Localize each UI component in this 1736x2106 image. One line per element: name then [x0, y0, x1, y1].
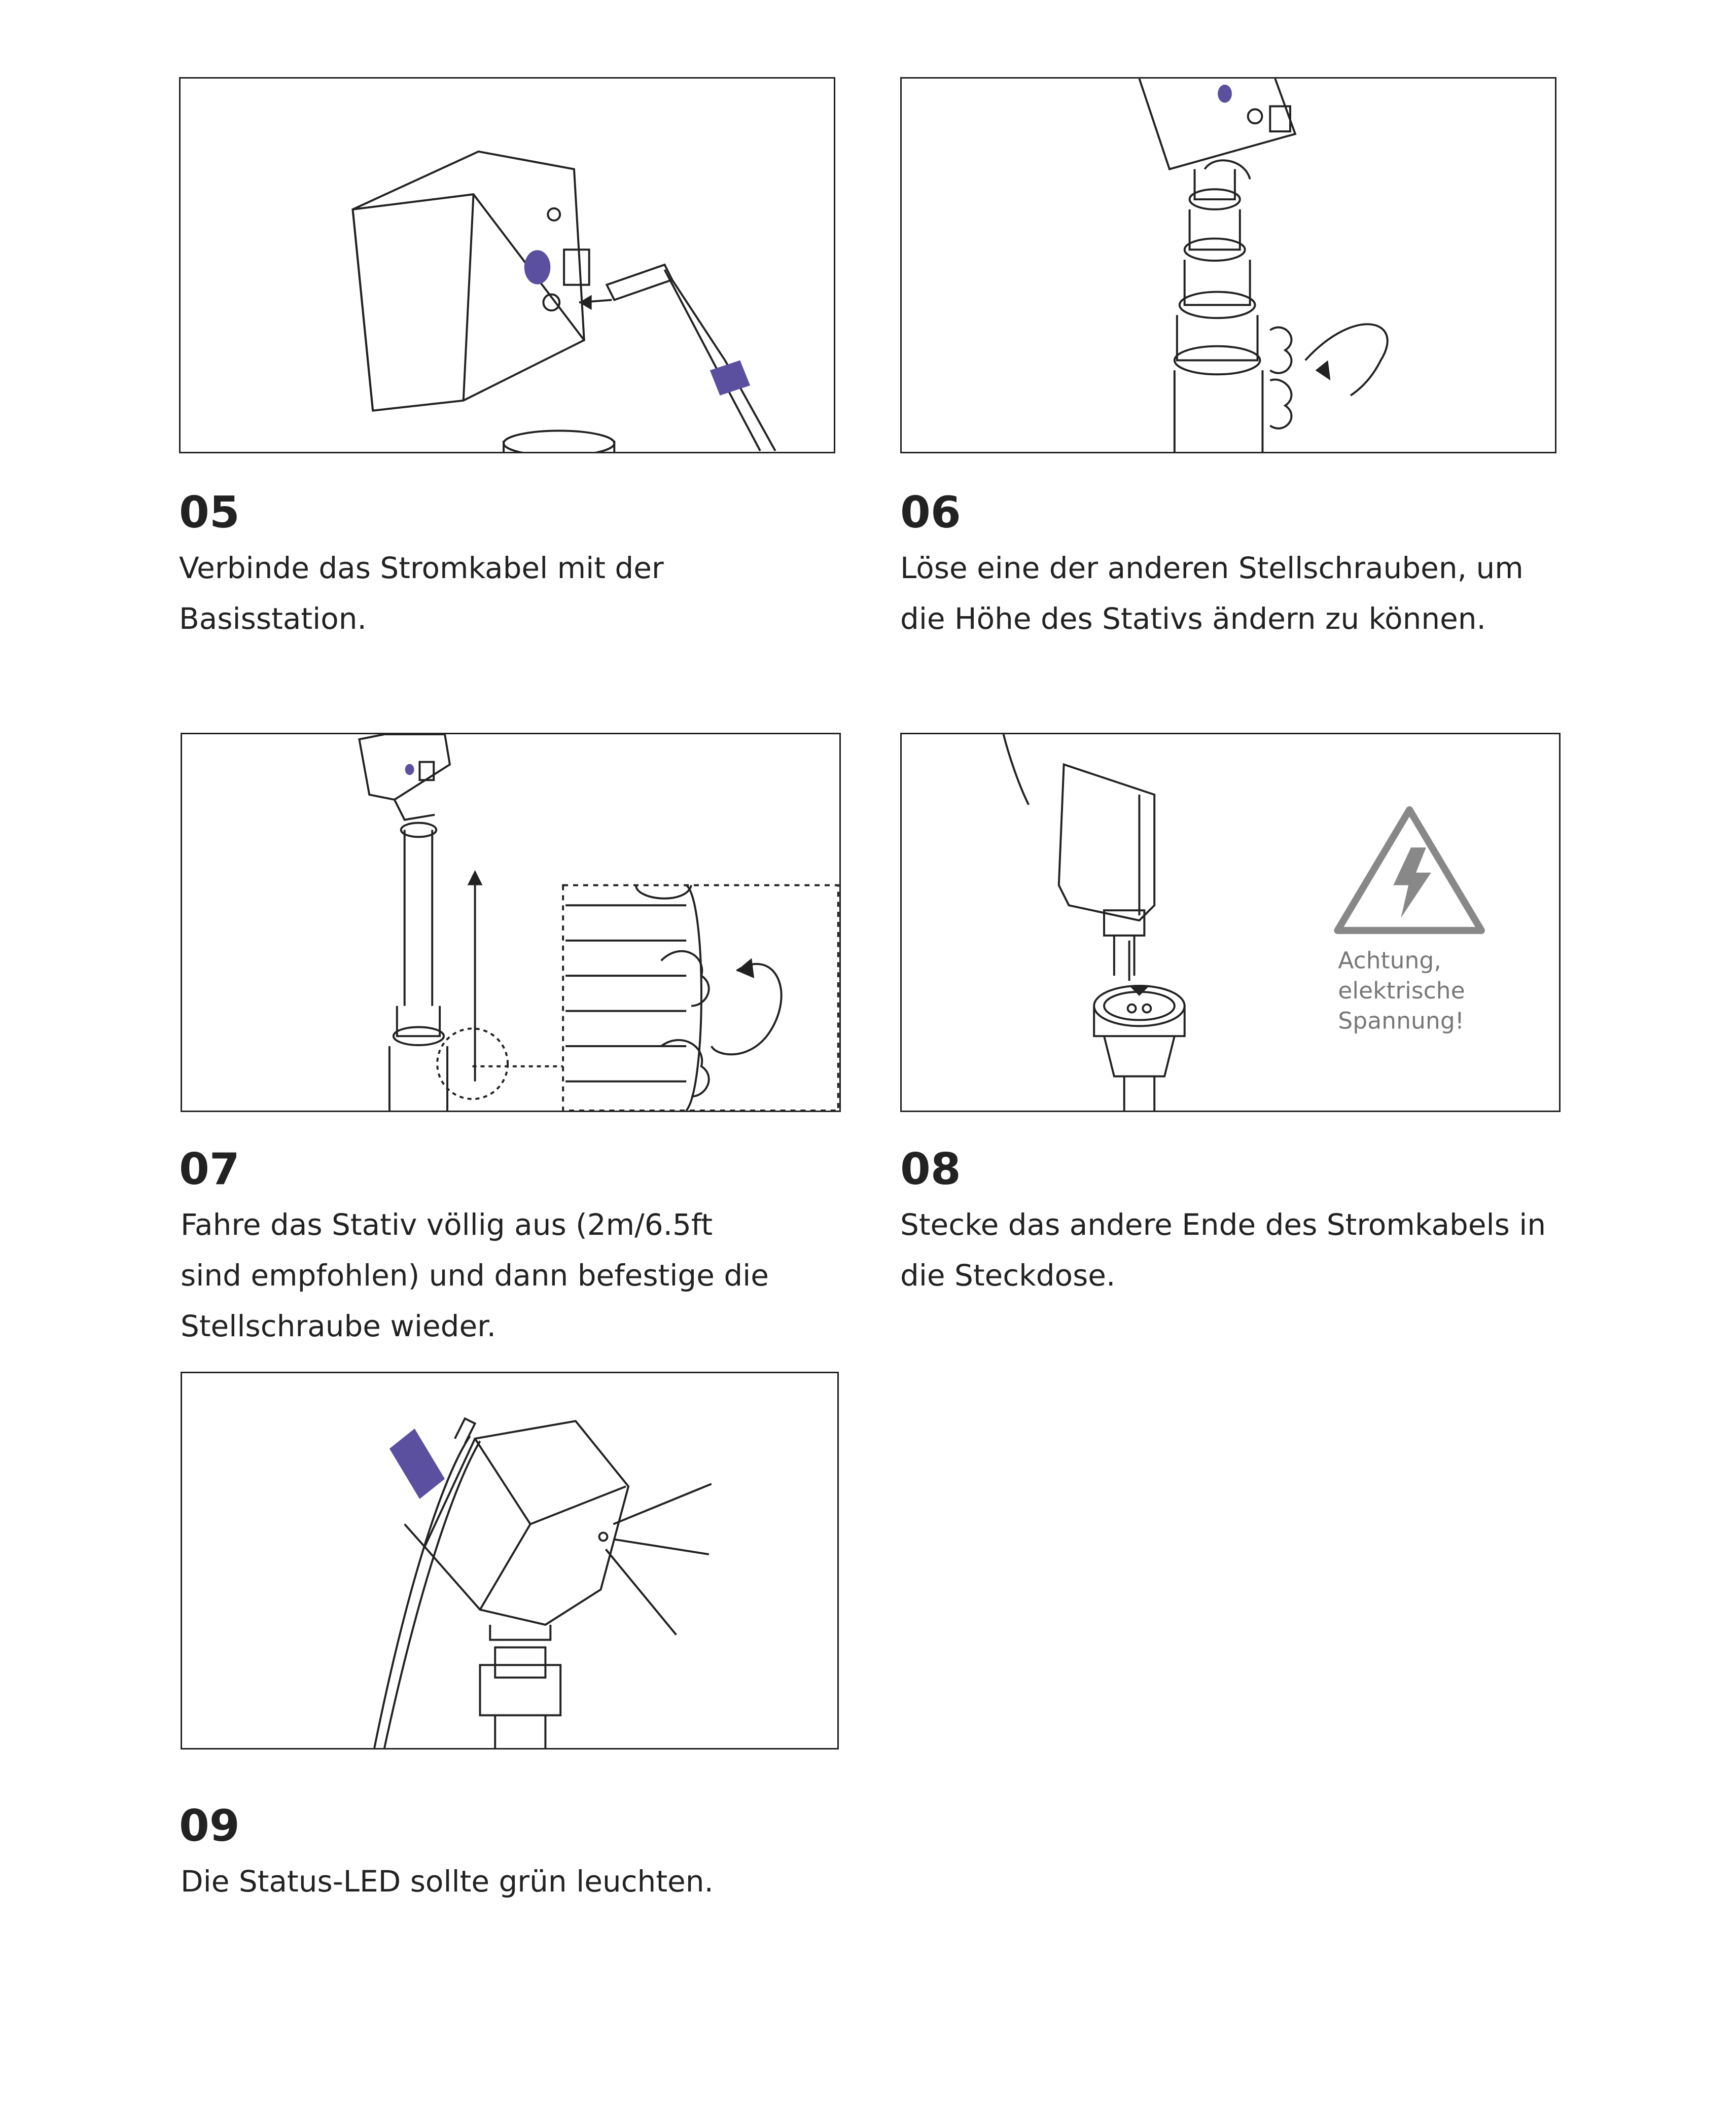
- warning-line-3: Spannung!: [1338, 1007, 1465, 1034]
- step-05-description: Verbinde das Stromkabel mit der Basisstation.: [179, 551, 664, 636]
- step-08-illustration: [900, 733, 1561, 1112]
- step-08-number: 08: [900, 1144, 961, 1195]
- step-07-description: Fahre das Stativ völlig aus (2m/6.5ft sind empfohlen) und dann befestige die Stellschraube wieder.: [181, 1207, 769, 1343]
- step-06-illustration: [900, 77, 1556, 453]
- step-05-illustration: [179, 77, 835, 453]
- base-station-cable-illustration: [181, 79, 834, 452]
- high-voltage-warning-icon: [1337, 810, 1481, 931]
- tripod-adjust-illustration: [902, 79, 1555, 452]
- step-07-illustration: [181, 733, 841, 1112]
- plug-in-socket-illustration: [902, 734, 1559, 1111]
- warning-line-1: Achtung,: [1338, 947, 1441, 974]
- warning-line-2: elektrische: [1338, 977, 1465, 1004]
- step-09-illustration: [181, 1372, 839, 1750]
- step-09-number: 09: [179, 1801, 240, 1851]
- step-06-description: Löse eine der anderen Stellschrauben, um die Höhe des Stativs ändern zu können.: [900, 551, 1524, 636]
- step-07-number: 07: [179, 1144, 240, 1195]
- tripod-extend-illustration: [182, 734, 839, 1111]
- status-led-illustration: [182, 1373, 837, 1748]
- step-05-number: 05: [179, 487, 240, 538]
- step-08-description: Stecke das andere Ende des Stromkabels in die Steckdose.: [900, 1207, 1546, 1293]
- step-09-description: Die Status-LED sollte grün leuchten.: [181, 1864, 714, 1899]
- step-06-number: 06: [900, 487, 961, 538]
